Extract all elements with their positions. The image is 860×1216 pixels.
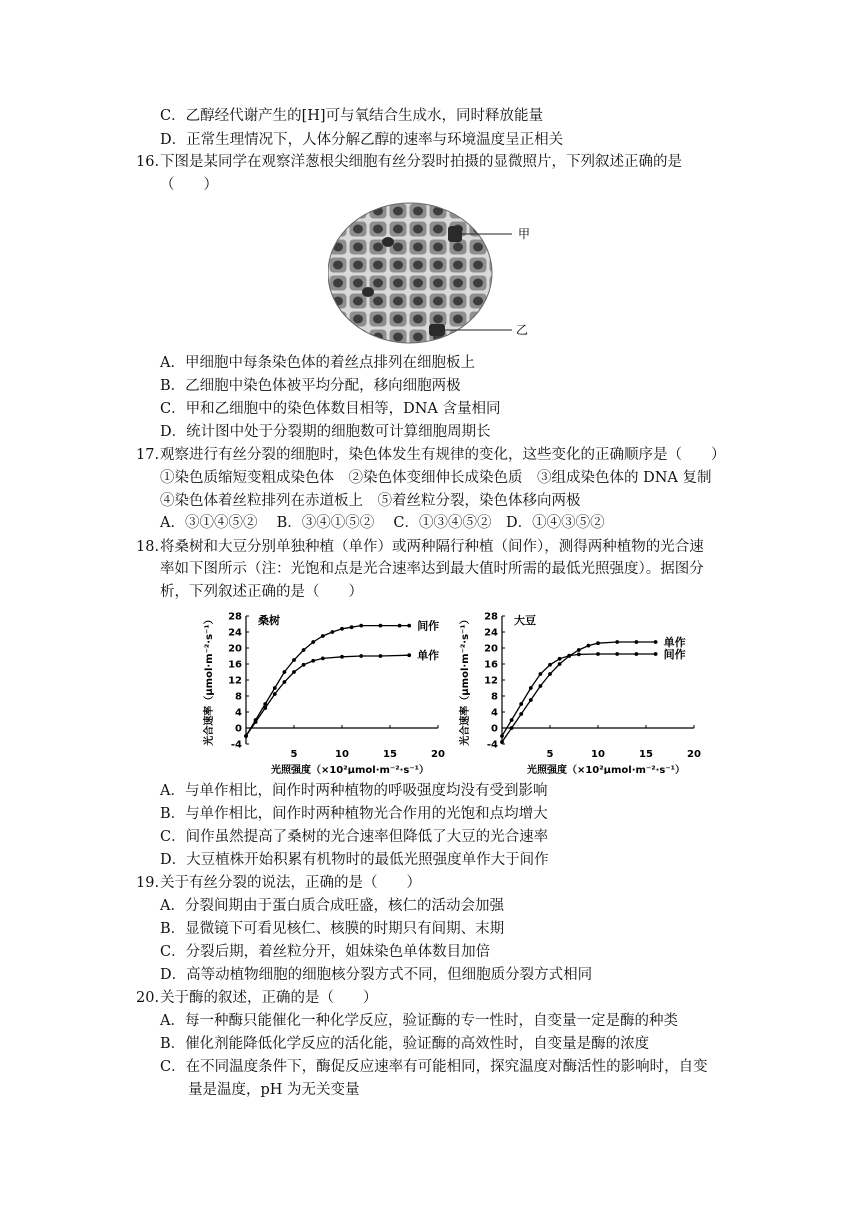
data-point [379, 624, 383, 628]
q18-number: 18. [136, 539, 160, 555]
q17-steps-2: ④染色体着丝粒排列在赤道板上 ⑤着丝粒分裂，染色体移向两极 [160, 493, 581, 509]
q20-stem: 关于酶的叙述，正确的是（ ） [160, 990, 378, 1006]
y-tick-label: 8 [235, 691, 242, 703]
data-point [321, 657, 325, 661]
label-jia: 甲 [518, 227, 531, 241]
data-point [359, 624, 363, 628]
x-tick-label: 20 [431, 749, 445, 760]
y-tick-label: 12 [484, 675, 498, 687]
data-point [263, 706, 267, 710]
q18-stem-3: 析，下列叙述正确的是（ ） [160, 584, 363, 600]
q19-option-a: A．分裂间期由于蛋白质合成旺盛，核仁的活动会加强 [160, 898, 504, 914]
y-tick-label: -4 [230, 739, 242, 751]
data-point [587, 644, 591, 648]
q19-option-d: D．高等动植物细胞的细胞核分裂方式不同，但细胞质分裂方式相同 [160, 967, 593, 983]
data-point [407, 624, 411, 628]
q17-steps-1: ①染色质缩短变粗成染色体 ②染色体变细伸长成染色质 ③组成染色体的 DNA 复制 [160, 470, 712, 486]
chart-title: 桑树 [258, 614, 280, 627]
y-tick-label: 28 [228, 611, 242, 623]
data-point [615, 640, 619, 644]
q16-option-c: C．甲和乙细胞中的染色体数目相等，DNA 含量相同 [160, 401, 501, 417]
x-tick-label: 15 [639, 749, 653, 760]
y-tick-label: 4 [491, 707, 498, 719]
q20-option-b: B．催化剂能降低化学反应的活化能，验证酶的高效性时，自变量是酶的浓度 [160, 1036, 650, 1052]
q20-option-c: C．在不同温度条件下，酶促反应速率有可能相同，探究温度对酶活性的影响时，自变 [160, 1059, 708, 1075]
q18-option-c: C．间作虽然提高了桑树的光合速率但降低了大豆的光合速率 [160, 829, 549, 845]
series-line-0 [246, 626, 409, 736]
series-label: 单作 [663, 636, 686, 649]
data-point [340, 627, 344, 631]
series-line-1 [502, 654, 656, 736]
data-point [321, 634, 325, 638]
data-point [302, 648, 306, 652]
y-tick-label: 20 [484, 643, 498, 655]
data-point [529, 698, 533, 702]
data-point [302, 663, 306, 667]
chart-sangshu [198, 604, 458, 774]
data-point [577, 648, 581, 652]
data-point [273, 686, 277, 690]
data-point [654, 640, 658, 644]
data-point [596, 652, 600, 656]
y-tick-label: 0 [491, 723, 498, 735]
q16-option-d: D．统计图中处于分裂期的细胞数可计算细胞周期长 [160, 424, 491, 440]
y-tick-label: 4 [235, 707, 242, 719]
x-tick-label: 5 [546, 749, 554, 760]
data-point [311, 640, 315, 644]
chart-title: 大豆 [514, 614, 536, 627]
x-tick-label: 20 [687, 749, 701, 760]
data-point [273, 692, 277, 696]
q18-option-d: D．大豆植株开始积累有机物时的最低光照强度单作大于间作 [160, 852, 549, 868]
data-point [519, 702, 523, 706]
y-axis-label: 光合速率（μmol·m⁻²·s⁻¹） [460, 614, 471, 746]
q16-stem: 下图是某同学在观察洋葱根尖细胞有丝分裂时拍摄的显微照片，下列叙述正确的是 [160, 154, 682, 170]
q15-option-d: D．正常生理情况下，人体分解乙醇的速率与环境温度呈正相关 [160, 132, 564, 148]
q18-option-b: B．与单作相比，间作时两种植物光合作用的光饱和点均增大 [160, 806, 548, 822]
data-point [519, 712, 523, 716]
y-tick-label: -4 [486, 739, 498, 751]
q18-stem-2: 率如下图所示（注：光饱和点是光合速率达到最大值时所需的最低光照强度）。据图分 [160, 561, 704, 577]
data-point [311, 659, 315, 663]
x-axis-label: 光照强度（×10²μmol·m⁻²·s⁻¹） [526, 765, 686, 774]
q17-stem: 观察进行有丝分裂的细胞时，染色体发生有规律的变化，这些变化的正确顺序是（ ） [160, 447, 726, 463]
data-point [359, 654, 363, 658]
data-point [635, 652, 639, 656]
x-axis-label: 光照强度（×10²μmol·m⁻²·s⁻¹） [270, 765, 430, 774]
y-tick-label: 8 [491, 691, 498, 703]
y-axis-label: 光合速率（μmol·m⁻²·s⁻¹） [204, 614, 215, 746]
data-point [558, 662, 562, 666]
chart-dadou [454, 604, 704, 774]
data-point [244, 734, 248, 738]
y-tick-label: 24 [484, 627, 498, 639]
q20-option-a: A．每一种酶只能催化一种化学反应，验证酶的专一性时，自变量一定是酶的种类 [160, 1013, 678, 1029]
q15-option-c: C．乙醇经代谢产生的[H]可与氧结合生成水，同时释放能量 [160, 108, 544, 124]
y-tick-label: 28 [484, 611, 498, 623]
data-point [398, 624, 402, 628]
data-point [350, 625, 354, 629]
q16-stem-bracket: （ ） [160, 177, 218, 193]
y-tick-label: 12 [228, 675, 242, 687]
y-tick-label: 16 [228, 659, 242, 671]
data-point [635, 640, 639, 644]
data-point [548, 663, 552, 667]
label-yi: 乙 [516, 323, 529, 337]
data-point [558, 657, 562, 661]
data-point [292, 670, 296, 674]
q17-number: 17. [136, 447, 160, 463]
data-point [283, 670, 287, 674]
data-point [340, 655, 344, 659]
series-label: 间作 [417, 619, 440, 633]
data-point [500, 740, 504, 744]
series-label: 单作 [417, 649, 440, 663]
data-point [510, 726, 514, 730]
q16-number: 16. [136, 154, 160, 170]
data-point [510, 718, 514, 722]
x-tick-label: 10 [591, 749, 605, 760]
microscope-photo [328, 202, 536, 344]
data-point [379, 654, 383, 658]
q18-option-a: A．与单作相比，间作时两种植物的呼吸强度均没有受到影响 [160, 783, 548, 799]
data-point [331, 630, 335, 634]
x-tick-label: 10 [335, 749, 349, 760]
x-tick-label: 15 [383, 749, 397, 760]
data-point [596, 641, 600, 645]
q20-number: 20. [136, 990, 160, 1006]
data-point [539, 684, 543, 688]
series-line-0 [502, 642, 656, 742]
data-point [500, 734, 504, 738]
q16-option-a: A．甲细胞中每条染色体的着丝点排列在细胞板上 [160, 355, 475, 371]
data-point [292, 658, 296, 662]
q16-option-b: B．乙细胞中染色体被平均分配，移向细胞两极 [160, 378, 461, 394]
data-point [577, 653, 581, 657]
q19-option-b: B．显微镜下可看见核仁、核膜的时期只有间期、末期 [160, 921, 505, 937]
y-tick-label: 20 [228, 643, 242, 655]
q20-option-c-cont: 量是温度，pH 为无关变量 [188, 1082, 360, 1098]
data-point [567, 654, 571, 658]
q19-option-c: C．分裂后期，着丝粒分开，姐妹染色单体数目加倍 [160, 944, 491, 960]
q19-stem: 关于有丝分裂的说法，正确的是（ ） [160, 875, 421, 891]
data-point [654, 652, 658, 656]
y-tick-label: 16 [484, 659, 498, 671]
data-point [254, 720, 258, 724]
q18-stem-1: 将桑树和大豆分别单独种植（单作）或两种隔行种植（间作），测得两种植物的光合速 [160, 539, 704, 555]
y-tick-label: 24 [228, 627, 242, 639]
y-tick-label: 0 [235, 723, 242, 735]
series-label: 间作 [663, 648, 686, 661]
data-point [548, 672, 552, 676]
data-point [529, 686, 533, 690]
q17-options: A．③①④⑤② B．③④①⑤② C．①③④⑤② D．①④③⑤② [160, 515, 605, 531]
data-point [407, 653, 411, 657]
data-point [615, 652, 619, 656]
data-point [283, 680, 287, 684]
data-point [539, 672, 543, 676]
x-tick-label: 5 [290, 749, 298, 760]
q19-number: 19. [136, 875, 160, 891]
